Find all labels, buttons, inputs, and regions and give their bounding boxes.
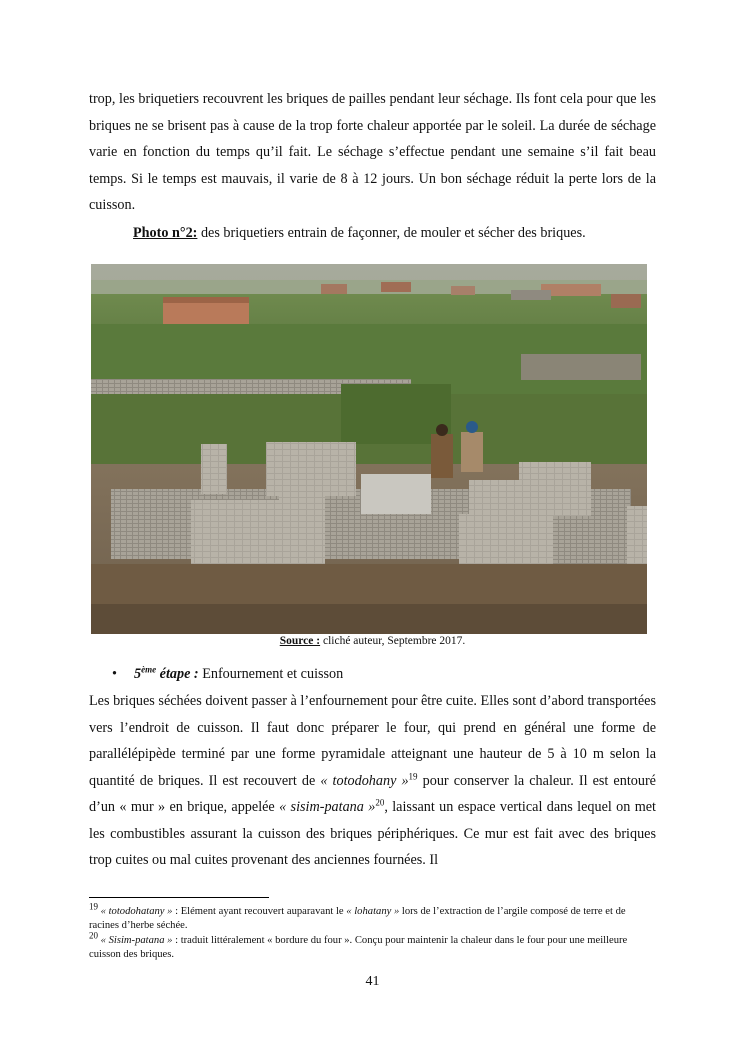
footnote-20-term: « Sisim-patana » xyxy=(98,935,173,946)
footnote-20-text-a: : traduit littéralement « bordure du four ». Conçu pour maintenir la chaleur dans le four pour une meilleure cuisson des briques. xyxy=(89,935,628,960)
photo-caption-text: des briquetiers entrain de façonner, de mouler et sécher des briques. xyxy=(197,225,586,241)
photo-source xyxy=(0,635,745,647)
footnote-19-term-b: « lohatany » xyxy=(346,906,400,917)
brickmakers-photo xyxy=(91,264,647,634)
intro-paragraph: trop, les briquetiers recouvrent les briques de pailles pendant leur séchage. Ils font cela pour que les briques ne se brisent pas à cause de la trop forte chaleur apportée par le soleil. La durée de séchage varie en fonction du temps qu’il fait. Le séchage s’effectue pendant une semaine s’il fait beau temps. Si le temps est mauvais, il varie de 8 à 12 jours. Un bon séchage réduit la perte lors de la cuisson. xyxy=(89,91,656,213)
footnote-20 xyxy=(89,930,656,962)
footnote-19-number: 19 xyxy=(89,901,98,912)
footnote-19-term: « totodohatany » xyxy=(98,906,173,917)
footnote-separator xyxy=(89,897,269,898)
page-number: 41 xyxy=(365,974,380,989)
footnote-19-text-b: lors de l’extraction de l’argile composé de terre et de racines d’herbe séchée. xyxy=(89,906,626,931)
term-sisim-patana: « sisim-patana » xyxy=(279,799,376,815)
step-heading xyxy=(112,666,343,683)
step-ordinal: ème xyxy=(141,664,157,675)
step-number: 5 xyxy=(134,666,142,682)
photo-source-text: cliché auteur, Septembre 2017. xyxy=(320,635,466,647)
footnote-19-text-a: : Elément ayant recouvert auparavant le xyxy=(172,906,347,917)
step-word: étape : xyxy=(156,666,199,682)
footnote-ref-19[interactable]: 19 xyxy=(408,770,418,781)
footnote-19 xyxy=(89,901,656,933)
step-title: Enfournement et cuisson xyxy=(198,666,344,682)
bullet-icon: • xyxy=(112,666,117,682)
main-paragraph xyxy=(89,688,656,874)
main-paragraph-part3: , laissant un espace vertical dans lequel on met les combustibles assurant la cuisson des briques périphériques. Ce mur est fait avec des briques trop cuites ou mal cuites provenant des anciennes fournées. Il xyxy=(89,799,656,868)
photo-source-label: Source : xyxy=(279,635,321,647)
main-paragraph-part1: Les briques séchées doivent passer à l’enfournement pour être cuite. Elles sont d’abord transportées vers l’endroit de cuisson. Il faut donc préparer le four, qui prend en général une forme de parallélépipède terminé par une forme pyramidale atteignant une hauteur de 5 à 10 m selon la quantité de briques. Il est recouvert de xyxy=(89,693,656,789)
photo-caption-label: Photo n°2: xyxy=(133,225,198,241)
main-paragraph-part2: pour conserver la chaleur. Il est entouré d’un « mur » en brique, appelée xyxy=(89,772,656,815)
footnote-20-number: 20 xyxy=(89,930,98,941)
photo-caption xyxy=(133,225,586,242)
footnote-ref-20[interactable]: 20 xyxy=(375,797,385,808)
term-totodohany: « totodohany » xyxy=(320,772,409,789)
